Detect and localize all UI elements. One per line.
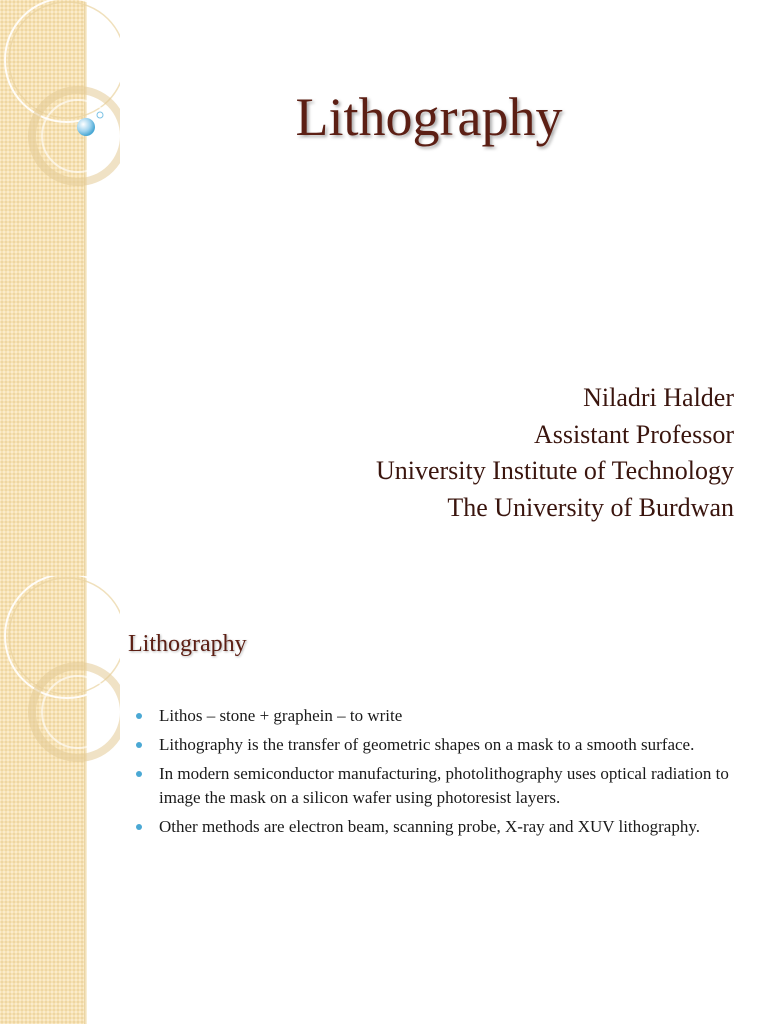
list-item-text: Other methods are electron beam, scanning probe, X-ray and XUV lithography. xyxy=(159,817,700,836)
decorative-rings xyxy=(0,576,120,776)
slide-heading: Lithography xyxy=(128,631,247,657)
list-item-text: In modern semiconductor manufacturing, photolithography uses optical radiation to image the mask on a silicon wafer using photoresist layers. xyxy=(159,764,729,807)
content-slide xyxy=(0,576,768,1024)
author-university: The University of Burdwan xyxy=(447,492,734,522)
author-institute: University Institute of Technology xyxy=(375,456,734,485)
bullet-dot-icon xyxy=(136,771,142,777)
bullet-list xyxy=(159,704,739,844)
list-item-text: Lithography is the transfer of geometric shapes on a mask to a smooth surface. xyxy=(159,735,695,754)
author-name: Niladri Halder xyxy=(583,383,734,412)
bullet-dot-icon xyxy=(136,824,142,830)
bullet-dot-icon xyxy=(136,742,142,748)
list-item xyxy=(159,762,739,810)
author-position: Assistant Professor xyxy=(533,419,734,449)
bullet-dot-icon xyxy=(136,713,142,719)
list-item-text: Lithos – stone + graphein – to write xyxy=(159,706,403,725)
list-item xyxy=(159,704,739,728)
slide-title: Lithography xyxy=(295,87,563,147)
list-item xyxy=(159,815,739,839)
author-block xyxy=(376,380,734,526)
list-item xyxy=(159,733,739,757)
